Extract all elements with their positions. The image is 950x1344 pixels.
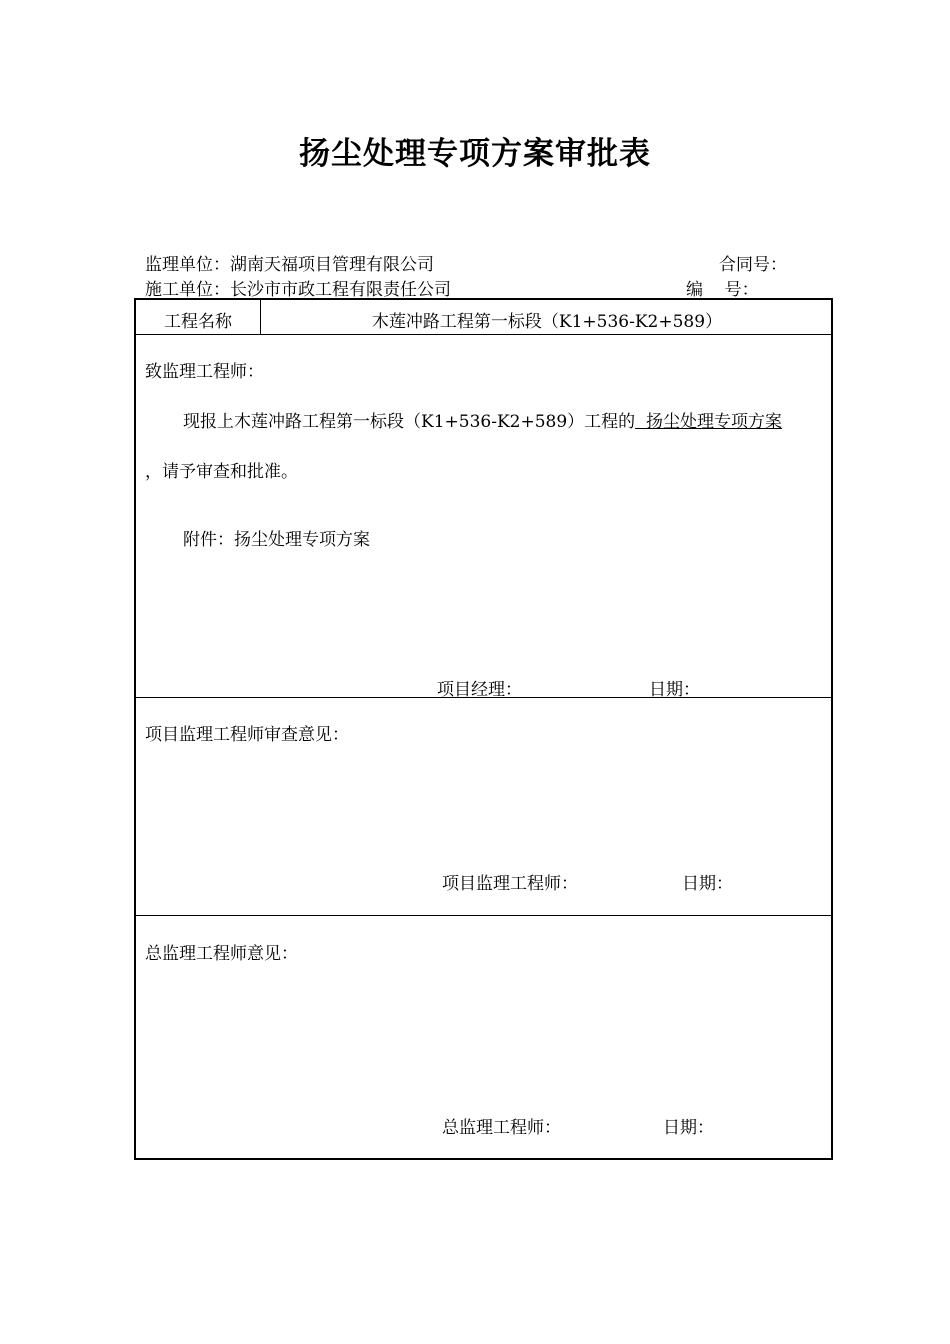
salutation: 致监理工程师： <box>145 362 264 382</box>
submission-document-name: 扬尘处理专项方案 <box>635 412 782 432</box>
attachment: 附件：扬尘处理专项方案 <box>183 530 370 550</box>
row-divider <box>136 915 831 916</box>
approval-form-table <box>134 298 833 1160</box>
page-title: 扬尘处理专项方案审批表 <box>299 136 651 172</box>
project-manager-label: 项目经理： <box>437 680 522 700</box>
chief-signer-label: 总监理工程师： <box>442 1118 561 1138</box>
supervisor-signer-label: 项目监理工程师： <box>442 874 578 894</box>
supervisor-unit: 监理单位：湖南天福项目管理有限公司 <box>145 255 434 275</box>
submission-request: ，请予审查和批准。 <box>145 462 298 482</box>
supervisor-review-heading: 项目监理工程师审查意见： <box>145 725 349 745</box>
chief-date-label: 日期： <box>663 1118 714 1138</box>
serial-number-label: 编 号： <box>686 280 759 300</box>
submission-text <box>183 407 782 432</box>
project-name-value: 木莲冲路工程第一标段（K1+536-K2+589） <box>371 312 723 332</box>
supervisor-date-label: 日期： <box>682 874 733 894</box>
construction-unit: 施工单位：长沙市市政工程有限责任公司 <box>145 280 451 300</box>
project-name-label: 工程名称 <box>164 312 232 332</box>
submission-body: 现报上木莲冲路工程第一标段（K1+536-K2+589）工程的 <box>183 412 636 432</box>
contract-number-label: 合同号： <box>719 255 787 275</box>
chief-review-heading: 总监理工程师意见： <box>145 944 298 964</box>
submission-date-label: 日期： <box>649 680 700 700</box>
row-divider <box>136 334 831 335</box>
row-divider <box>136 697 831 698</box>
